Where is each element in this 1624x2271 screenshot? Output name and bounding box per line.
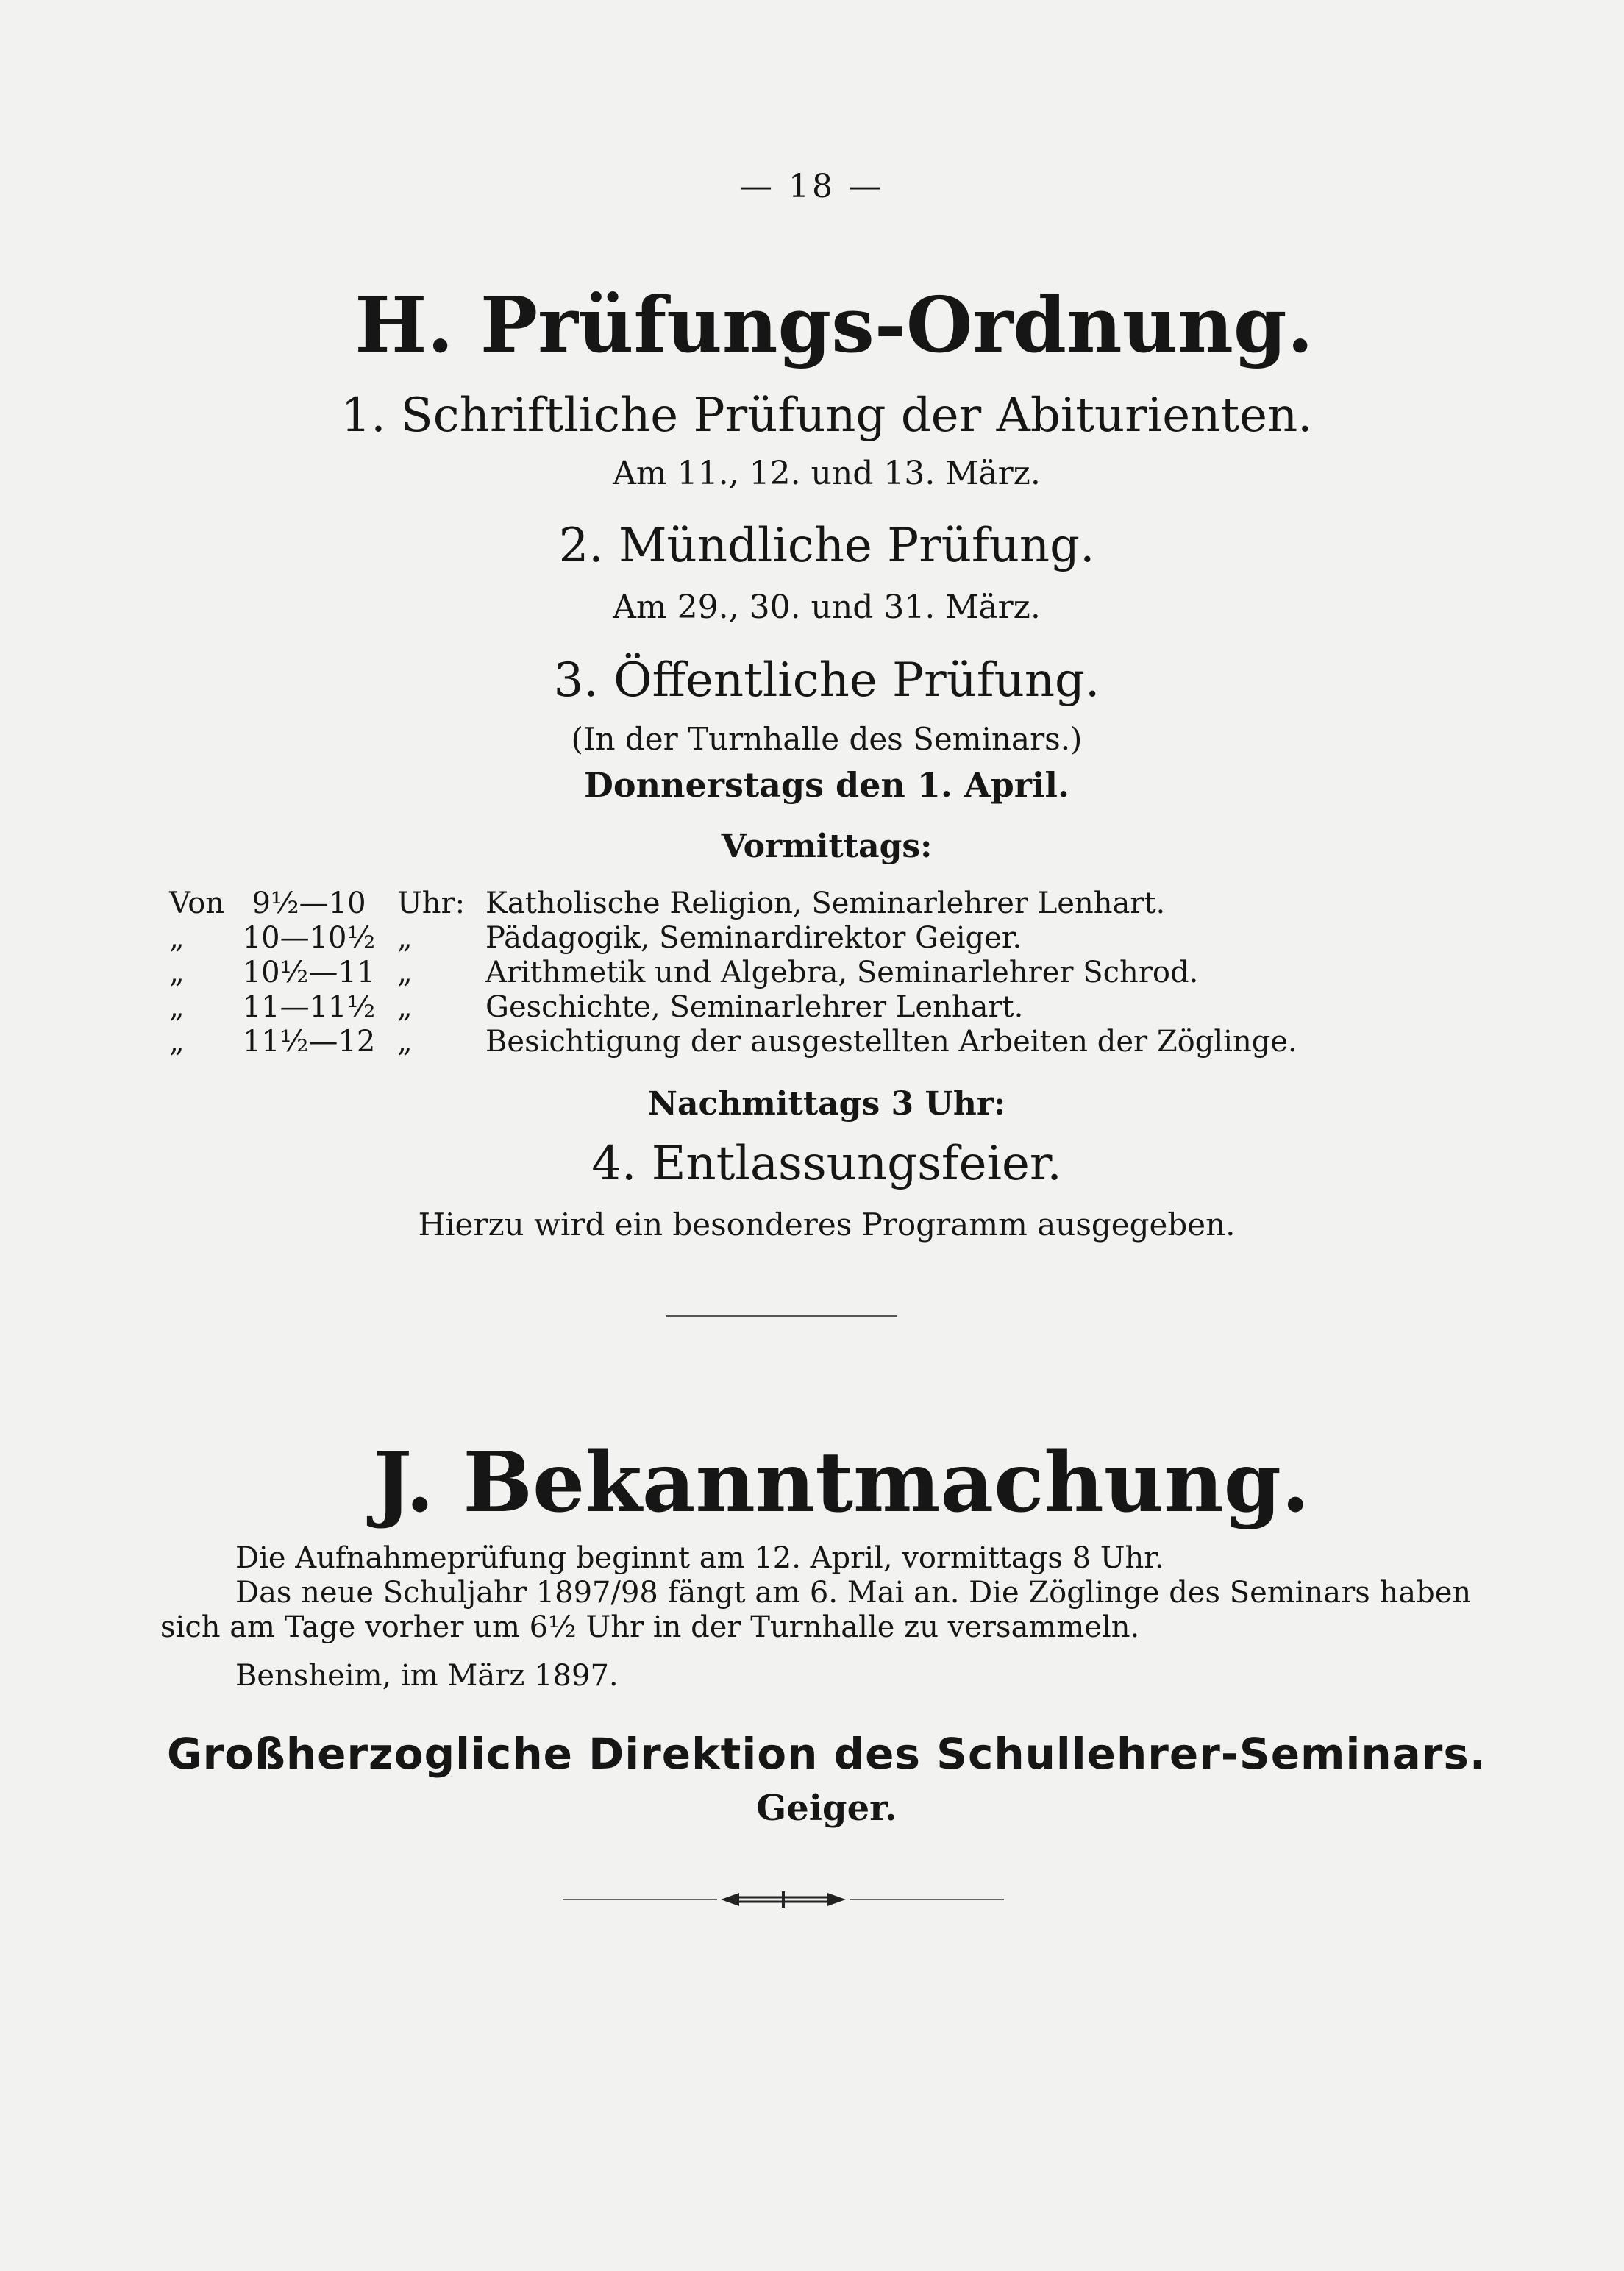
schedule-time: 10—10½ (242, 921, 376, 955)
section-j-title: J. Bekanntmachung. (373, 1435, 1310, 1531)
part2-heading: 2. Mündliche Prüfung. (558, 519, 1095, 573)
announcement-line: Die Aufnahmeprüfung beginnt am 12. April, vormittags 8 Uhr. (235, 1541, 1164, 1575)
part2-date: Am 29., 30. und 31. März. (613, 589, 1041, 626)
part4-note: Hierzu wird ein besonderes Programm ausgegeben. (418, 1206, 1236, 1243)
part3-location: (In der Turnhalle des Seminars.) (571, 721, 1083, 757)
schedule-prefix: „ (169, 921, 185, 955)
schedule-time: 10½—11 (242, 956, 376, 989)
schedule-description: Geschichte, Seminarlehrer Lenhart. (485, 990, 1024, 1024)
section-divider (666, 1315, 897, 1317)
schedule-time: 11½—12 (242, 1025, 376, 1059)
part3-date: Donnerstags den 1. April. (584, 765, 1069, 805)
part1-heading: 1. Schriftliche Prüfung der Abiturienten. (341, 388, 1313, 443)
page-number: — 18 — (740, 168, 884, 205)
part4-heading: 4. Entlassungsfeier. (591, 1137, 1062, 1191)
schedule-description: Besichtigung der ausgestellten Arbeiten der Zöglinge. (485, 1025, 1297, 1059)
part3-heading: 3. Öffentliche Prüfung. (553, 653, 1100, 708)
schedule-time: 9½—10 (252, 886, 366, 920)
schedule-unit: „ (397, 990, 413, 1024)
signer-name: Geiger. (756, 1788, 897, 1829)
schedule-prefix: Von (169, 886, 225, 920)
schedule-unit: „ (397, 1025, 413, 1059)
schedule-unit: „ (397, 956, 413, 989)
schedule-prefix: „ (169, 990, 185, 1024)
schedule-prefix: „ (169, 1025, 185, 1059)
schedule-description: Katholische Religion, Seminarlehrer Lenhart. (485, 886, 1166, 920)
ornament-rule (563, 1888, 1004, 1911)
schedule-description: Arithmetik und Algebra, Seminarlehrer Schrod. (485, 956, 1199, 989)
announcement-line: Das neue Schuljahr 1897/98 fängt am 6. Mai an. Die Zöglinge des Seminars haben (235, 1576, 1472, 1610)
schedule-prefix: „ (169, 956, 185, 989)
place-date: Bensheim, im März 1897. (235, 1659, 619, 1693)
schedule-unit: „ (397, 921, 413, 955)
morning-label: Vormittags: (721, 828, 933, 865)
part1-date: Am 11., 12. und 13. März. (613, 455, 1041, 492)
schedule-time: 11—11½ (242, 990, 376, 1024)
issuing-authority: Großherzogliche Direktion des Schullehrer-Seminars. (167, 1729, 1486, 1779)
schedule-description: Pädagogik, Seminardirektor Geiger. (485, 921, 1022, 955)
afternoon-label: Nachmittags 3 Uhr: (647, 1085, 1006, 1123)
announcement-line: sich am Tage vorher um 6½ Uhr in der Turnhalle zu versammeln. (160, 1610, 1140, 1644)
schedule-unit: Uhr: (397, 886, 466, 920)
section-h-title: H. Prüfungs-Ordnung. (355, 280, 1314, 370)
